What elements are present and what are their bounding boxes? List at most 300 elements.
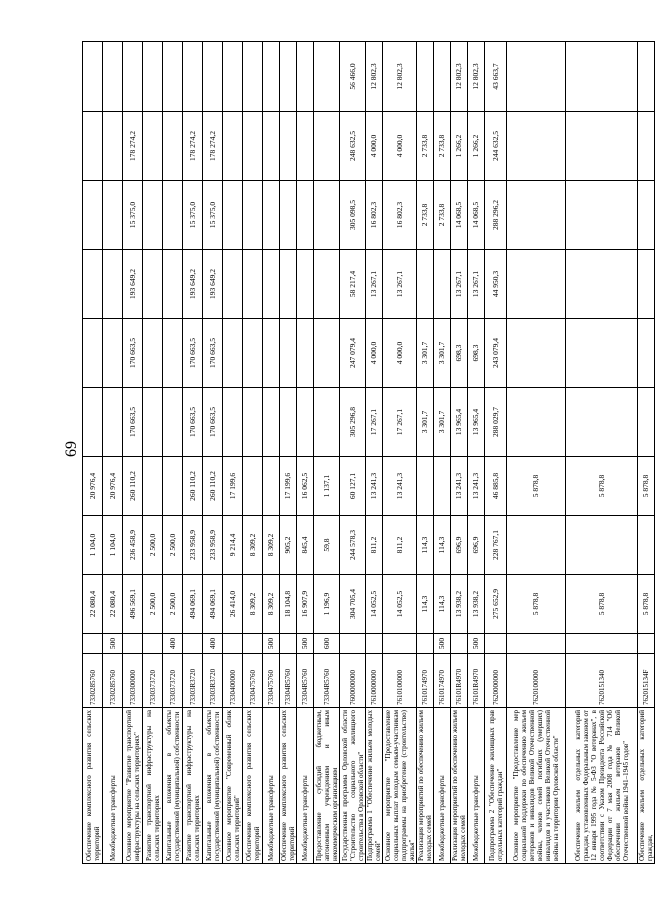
cell-kvr: [243, 634, 263, 654]
cell-total-2023: 288 029,7: [485, 388, 507, 457]
cell-kvr: 500: [468, 634, 485, 654]
table-row: [417, 42, 434, 864]
cell-federal-2024: [163, 42, 183, 112]
cell-regional-2022: 845,4: [297, 516, 314, 575]
cell-federal-2022: 17 199,6: [223, 457, 243, 516]
cell-federal-2022: 5 878,8: [566, 457, 638, 516]
cell-total-2023: [163, 388, 183, 457]
cell-regional-2023: 4 000,0: [383, 319, 417, 388]
cell-federal-2024: 12 802,3: [451, 42, 468, 112]
cell-code: 7330373720: [163, 654, 183, 708]
cell-total-2022: 14 052,5: [366, 575, 383, 634]
cell-federal-2022: 260 110,2: [203, 457, 223, 516]
table-row: [383, 42, 417, 864]
cell-regional-2024: 4 000,0: [383, 112, 417, 181]
table-row: [468, 42, 485, 864]
cell-federal-2023: 13 267,1: [468, 250, 485, 319]
cell-regional-2024: [263, 112, 280, 181]
cell-total-2024: 288 296,2: [485, 181, 507, 250]
cell-total-2023: [103, 388, 123, 457]
cell-name: Межбюджетные трансферты: [297, 708, 314, 864]
cell-federal-2023: [507, 250, 566, 319]
cell-total-2024: [243, 181, 263, 250]
cell-code: 7330285760: [83, 654, 103, 708]
cell-federal-2023: [638, 250, 655, 319]
cell-federal-2023: [417, 250, 434, 319]
cell-code: 73304R5760: [280, 654, 297, 708]
cell-federal-2023: [103, 250, 123, 319]
cell-total-2022: 494 069,1: [183, 575, 203, 634]
table-row: [223, 42, 243, 864]
cell-federal-2024: [314, 42, 340, 112]
cell-name: Основное мероприятие "Развитие транспортной инфраструктуры на сельских территориях": [123, 708, 143, 864]
cell-federal-2022: 260 110,2: [183, 457, 203, 516]
cell-federal-2023: [297, 250, 314, 319]
cell-total-2022: 275 652,9: [485, 575, 507, 634]
table-row: [507, 42, 566, 864]
cell-federal-2022: 260 110,2: [123, 457, 143, 516]
cell-kvr: 600: [314, 634, 340, 654]
cell-total-2023: [314, 388, 340, 457]
cell-regional-2024: [83, 112, 103, 181]
cell-federal-2024: [263, 42, 280, 112]
cell-regional-2022: 696,9: [468, 516, 485, 575]
cell-code: 7330475760: [263, 654, 280, 708]
cell-total-2022: 5 878,8: [566, 575, 638, 634]
cell-kvr: 500: [297, 634, 314, 654]
cell-regional-2022: 236 458,9: [123, 516, 143, 575]
cell-kvr: [417, 634, 434, 654]
cell-regional-2024: 178 274,2: [203, 112, 223, 181]
cell-total-2023: [280, 388, 297, 457]
cell-regional-2024: 244 632,5: [485, 112, 507, 181]
cell-regional-2024: 2 733,8: [434, 112, 451, 181]
cell-federal-2024: [417, 42, 434, 112]
cell-regional-2024: [163, 112, 183, 181]
cell-regional-2024: [566, 112, 638, 181]
cell-total-2024: [263, 181, 280, 250]
cell-federal-2022: 13 241,3: [366, 457, 383, 516]
cell-name: Обеспечение комплексного развития сельских территорий: [243, 708, 263, 864]
cell-regional-2022: 1 104,0: [103, 516, 123, 575]
cell-regional-2023: 170 663,5: [183, 319, 203, 388]
cell-total-2023: 3 301,7: [417, 388, 434, 457]
cell-total-2024: [507, 181, 566, 250]
cell-name: Основное мероприятие "Предоставление социальных выплат молодым семьям-участникам подпрограммы на приобретение (строительство) жилья": [383, 708, 417, 864]
cell-name: Развитие транспортной инфраструктуры на сельских территориях: [143, 708, 163, 864]
cell-federal-2024: [203, 42, 223, 112]
cell-total-2022: 1 196,9: [314, 575, 340, 634]
cell-total-2023: [263, 388, 280, 457]
cell-total-2024: [103, 181, 123, 250]
cell-total-2024: 2 733,8: [417, 181, 434, 250]
cell-regional-2022: 8 309,2: [243, 516, 263, 575]
cell-federal-2022: 13 241,3: [383, 457, 417, 516]
cell-total-2022: 18 104,8: [280, 575, 297, 634]
cell-regional-2022: 8 309,2: [263, 516, 280, 575]
cell-total-2024: [314, 181, 340, 250]
cell-name: Развитие транспортной инфраструктуры на сельских территориях: [183, 708, 203, 864]
cell-regional-2024: 1 266,2: [468, 112, 485, 181]
cell-kvr: [485, 634, 507, 654]
cell-total-2022: 13 938,2: [451, 575, 468, 634]
cell-regional-2023: [566, 319, 638, 388]
cell-total-2024: [143, 181, 163, 250]
cell-kvr: [183, 634, 203, 654]
cell-regional-2024: 1 266,2: [451, 112, 468, 181]
cell-regional-2023: [223, 319, 243, 388]
cell-regional-2023: [314, 319, 340, 388]
cell-total-2024: [297, 181, 314, 250]
cell-kvr: [123, 634, 143, 654]
cell-total-2022: 22 080,4: [83, 575, 103, 634]
cell-federal-2023: 193 649,2: [123, 250, 143, 319]
cell-federal-2023: 58 217,4: [340, 250, 366, 319]
cell-regional-2023: [243, 319, 263, 388]
cell-total-2023: [223, 388, 243, 457]
cell-federal-2023: [163, 250, 183, 319]
cell-code: 73304R5760: [314, 654, 340, 708]
cell-total-2022: 496 569,1: [123, 575, 143, 634]
cell-name: Государственная программа Орловской области "Строительство социального жилищного строительства в Орловской области": [340, 708, 366, 864]
cell-total-2022: 114,3: [434, 575, 451, 634]
cell-name: Реализация мероприятий по обеспечению жильем молодых семей: [417, 708, 434, 864]
cell-code: 7610174970: [434, 654, 451, 708]
cell-total-2022: 494 069,1: [203, 575, 223, 634]
cell-federal-2024: [143, 42, 163, 112]
cell-federal-2024: [183, 42, 203, 112]
cell-regional-2022: 114,3: [417, 516, 434, 575]
cell-code: 76101R4970: [451, 654, 468, 708]
table-row: [485, 42, 507, 864]
cell-federal-2023: [280, 250, 297, 319]
cell-regional-2022: 9 214,4: [223, 516, 243, 575]
table-row: [451, 42, 468, 864]
cell-total-2024: [566, 181, 638, 250]
cell-regional-2022: 59,8: [314, 516, 340, 575]
budget-table: [82, 41, 655, 864]
cell-code: 73304R5760: [297, 654, 314, 708]
cell-code: 7330373720: [143, 654, 163, 708]
cell-total-2024: 15 375,0: [203, 181, 223, 250]
cell-name: Межбюджетные трансферты: [103, 708, 123, 864]
cell-total-2024: 14 068,5: [468, 181, 485, 250]
cell-regional-2022: 2 500,0: [143, 516, 163, 575]
cell-code: 7620000000: [485, 654, 507, 708]
cell-federal-2023: 193 649,2: [203, 250, 223, 319]
table-body: [83, 42, 655, 864]
cell-kvr: [451, 634, 468, 654]
cell-regional-2023: [143, 319, 163, 388]
cell-regional-2024: 2 733,8: [417, 112, 434, 181]
cell-federal-2022: [163, 457, 183, 516]
cell-federal-2022: 60 127,1: [340, 457, 366, 516]
cell-regional-2024: [314, 112, 340, 181]
cell-total-2023: [243, 388, 263, 457]
cell-federal-2022: 46 885,8: [485, 457, 507, 516]
cell-name: Капитальные вложения в объекты государственной (муниципальной) собственности: [163, 708, 183, 864]
cell-kvr: [83, 634, 103, 654]
cell-regional-2023: 698,3: [451, 319, 468, 388]
cell-total-2023: 13 965,4: [468, 388, 485, 457]
cell-regional-2024: 4 000,0: [366, 112, 383, 181]
cell-federal-2022: 20 976,4: [83, 457, 103, 516]
cell-code: 7620100000: [507, 654, 566, 708]
cell-name: Реализация мероприятий по обеспечению жильем молодых семей: [451, 708, 468, 864]
cell-federal-2024: [280, 42, 297, 112]
cell-total-2023: 170 663,5: [123, 388, 143, 457]
cell-kvr: [223, 634, 243, 654]
cell-name: Основное мероприятие "Предоставление мер социальной поддержки по обеспечению жильем ветеранов и инвалидов Великой Отечественной войны, членов семей погибших (умерших) инвалидов и участников Великой Отечественной войны на территории Орловской области": [507, 708, 566, 864]
table-row: [183, 42, 203, 864]
cell-regional-2023: 247 079,4: [340, 319, 366, 388]
cell-kvr: 500: [434, 634, 451, 654]
cell-federal-2023: [566, 250, 638, 319]
cell-regional-2024: 248 632,5: [340, 112, 366, 181]
cell-regional-2022: 114,3: [434, 516, 451, 575]
cell-total-2024: [83, 181, 103, 250]
cell-federal-2023: 193 649,2: [183, 250, 203, 319]
cell-total-2023: [83, 388, 103, 457]
cell-federal-2023: 13 267,1: [366, 250, 383, 319]
cell-total-2024: [638, 181, 655, 250]
cell-total-2022: 304 705,4: [340, 575, 366, 634]
cell-federal-2024: [434, 42, 451, 112]
cell-federal-2024: 12 802,3: [366, 42, 383, 112]
cell-code: 7610100000: [383, 654, 417, 708]
cell-federal-2024: 43 663,7: [485, 42, 507, 112]
cell-kvr: 500: [263, 634, 280, 654]
cell-total-2022: 114,3: [417, 575, 434, 634]
table-row: [143, 42, 163, 864]
cell-total-2023: 17 267,1: [366, 388, 383, 457]
cell-total-2022: 22 080,4: [103, 575, 123, 634]
cell-federal-2024: [123, 42, 143, 112]
cell-total-2024: 15 375,0: [183, 181, 203, 250]
cell-regional-2024: 178 274,2: [123, 112, 143, 181]
cell-code: 73303R3720: [183, 654, 203, 708]
cell-total-2022: 8 309,2: [263, 575, 280, 634]
cell-regional-2023: 3 301,7: [417, 319, 434, 388]
cell-federal-2022: [417, 457, 434, 516]
cell-federal-2022: [143, 457, 163, 516]
cell-regional-2023: [280, 319, 297, 388]
cell-code: 7330285760: [103, 654, 123, 708]
cell-code: 762015134F: [638, 654, 655, 708]
cell-regional-2024: [143, 112, 163, 181]
cell-federal-2022: 20 976,4: [103, 457, 123, 516]
cell-total-2024: 14 068,5: [451, 181, 468, 250]
cell-code: 7610000000: [366, 654, 383, 708]
cell-total-2022: 16 907,9: [297, 575, 314, 634]
cell-federal-2023: [263, 250, 280, 319]
cell-federal-2024: [638, 42, 655, 112]
cell-name: Межбюджетные трансферты: [434, 708, 451, 864]
cell-total-2022: 2 500,0: [163, 575, 183, 634]
cell-code: 7330300000: [123, 654, 143, 708]
cell-federal-2024: [297, 42, 314, 112]
cell-name: Межбюджетные трансферты: [468, 708, 485, 864]
cell-code: 7600000000: [340, 654, 366, 708]
cell-federal-2022: 5 878,8: [638, 457, 655, 516]
cell-regional-2022: 233 958,9: [203, 516, 223, 575]
cell-regional-2022: 233 958,9: [183, 516, 203, 575]
cell-total-2024: 15 375,0: [123, 181, 143, 250]
table-row: [280, 42, 297, 864]
cell-federal-2022: 13 241,3: [451, 457, 468, 516]
cell-name: Предоставление субсидий бюджетным, автономным учреждениям и иным некоммерческим организациям: [314, 708, 340, 864]
cell-name: Капитальные вложения в объекты государственной (муниципальной) собственности: [203, 708, 223, 864]
cell-regional-2024: 178 274,2: [183, 112, 203, 181]
cell-federal-2024: [83, 42, 103, 112]
cell-total-2022: 5 878,8: [507, 575, 566, 634]
cell-regional-2024: [297, 112, 314, 181]
cell-federal-2022: 17 199,6: [280, 457, 297, 516]
cell-total-2024: [280, 181, 297, 250]
cell-regional-2023: 3 301,7: [434, 319, 451, 388]
cell-federal-2023: 13 267,1: [383, 250, 417, 319]
cell-total-2023: 305 296,8: [340, 388, 366, 457]
cell-federal-2024: [566, 42, 638, 112]
rotated-page-content: [82, 42, 654, 864]
cell-regional-2022: [638, 516, 655, 575]
table-row: [638, 42, 655, 864]
cell-federal-2023: [434, 250, 451, 319]
cell-regional-2022: 811,2: [383, 516, 417, 575]
cell-regional-2022: 1 104,0: [83, 516, 103, 575]
cell-name: Подпрограмма 1 "Обеспечение жильем молодых семей": [366, 708, 383, 864]
cell-kvr: [143, 634, 163, 654]
cell-kvr: [366, 634, 383, 654]
cell-federal-2024: [243, 42, 263, 112]
cell-regional-2023: 170 663,5: [203, 319, 223, 388]
table-row: [314, 42, 340, 864]
cell-kvr: [280, 634, 297, 654]
table-row: [243, 42, 263, 864]
cell-regional-2023: 170 663,5: [123, 319, 143, 388]
cell-total-2024: 2 733,8: [434, 181, 451, 250]
cell-regional-2023: [263, 319, 280, 388]
cell-kvr: [638, 634, 655, 654]
cell-regional-2023: 698,3: [468, 319, 485, 388]
cell-total-2023: 3 301,7: [434, 388, 451, 457]
cell-total-2024: [223, 181, 243, 250]
cell-federal-2023: 44 950,3: [485, 250, 507, 319]
cell-total-2022: 26 414,0: [223, 575, 243, 634]
cell-federal-2022: 13 241,3: [468, 457, 485, 516]
cell-total-2023: [507, 388, 566, 457]
cell-regional-2023: [83, 319, 103, 388]
cell-total-2023: [297, 388, 314, 457]
cell-regional-2022: 2 500,0: [163, 516, 183, 575]
cell-federal-2022: [243, 457, 263, 516]
cell-federal-2024: [223, 42, 243, 112]
cell-name: Основное мероприятие "Современный облик сельских территорий": [223, 708, 243, 864]
cell-federal-2022: 5 878,8: [507, 457, 566, 516]
cell-total-2023: [566, 388, 638, 457]
cell-federal-2022: [434, 457, 451, 516]
cell-kvr: 400: [203, 634, 223, 654]
cell-regional-2024: [103, 112, 123, 181]
cell-regional-2024: [507, 112, 566, 181]
cell-regional-2024: [280, 112, 297, 181]
cell-regional-2023: [297, 319, 314, 388]
cell-federal-2023: [243, 250, 263, 319]
table-row: [566, 42, 638, 864]
cell-federal-2023: [314, 250, 340, 319]
cell-regional-2022: 228 767,1: [485, 516, 507, 575]
cell-total-2022: 14 052,5: [383, 575, 417, 634]
cell-regional-2023: [507, 319, 566, 388]
cell-total-2023: 17 267,1: [383, 388, 417, 457]
cell-total-2022: 8 309,2: [243, 575, 263, 634]
cell-federal-2023: [143, 250, 163, 319]
table-row: [203, 42, 223, 864]
cell-regional-2024: [638, 112, 655, 181]
cell-code: 7330475760: [243, 654, 263, 708]
table-row: [434, 42, 451, 864]
cell-regional-2023: [103, 319, 123, 388]
cell-regional-2022: 905,2: [280, 516, 297, 575]
cell-federal-2023: [83, 250, 103, 319]
cell-regional-2023: 243 079,4: [485, 319, 507, 388]
table-row: [103, 42, 123, 864]
cell-regional-2022: [507, 516, 566, 575]
cell-federal-2024: 12 802,3: [468, 42, 485, 112]
cell-total-2024: 16 802,3: [366, 181, 383, 250]
table-row: [83, 42, 103, 864]
cell-kvr: 400: [163, 634, 183, 654]
cell-federal-2022: [263, 457, 280, 516]
cell-total-2023: [143, 388, 163, 457]
cell-regional-2023: [638, 319, 655, 388]
table-row: [297, 42, 314, 864]
cell-total-2023: 170 663,5: [183, 388, 203, 457]
cell-regional-2023: 4 000,0: [366, 319, 383, 388]
cell-total-2022: 5 878,8: [638, 575, 655, 634]
cell-total-2023: [638, 388, 655, 457]
cell-regional-2024: [223, 112, 243, 181]
cell-total-2022: 13 938,2: [468, 575, 485, 634]
table-row: [263, 42, 280, 864]
table-row: [366, 42, 383, 864]
cell-total-2023: 170 663,5: [203, 388, 223, 457]
cell-regional-2022: [566, 516, 638, 575]
cell-federal-2022: 16 062,5: [297, 457, 314, 516]
cell-federal-2024: 12 802,3: [383, 42, 417, 112]
cell-total-2023: 13 965,4: [451, 388, 468, 457]
cell-federal-2023: [223, 250, 243, 319]
cell-regional-2022: 244 578,3: [340, 516, 366, 575]
cell-code: 7330400000: [223, 654, 243, 708]
cell-regional-2022: 696,9: [451, 516, 468, 575]
cell-code: 7610174970: [417, 654, 434, 708]
cell-total-2022: 2 500,0: [143, 575, 163, 634]
cell-name: Обеспечение жильем отдельных категорий граждан,: [638, 708, 655, 864]
cell-regional-2023: [163, 319, 183, 388]
cell-code: 7620151340: [566, 654, 638, 708]
cell-name: Межбюджетные трансферты: [263, 708, 280, 864]
cell-federal-2024: [507, 42, 566, 112]
cell-regional-2022: 811,2: [366, 516, 383, 575]
cell-kvr: 500: [103, 634, 123, 654]
cell-name: Обеспечение жильем отдельных категорий граждан, установленных Федеральным законом от 12 января 1995 года № 5-ФЗ "О ветеранах", в соответствии с Указом Президента Российской Федерации от 7 мая 2008 года № 714 "Об обеспечении жильем ветеранов Великой Отечественной войны 1941–1945 годов": [566, 708, 638, 864]
cell-regional-2024: [243, 112, 263, 181]
cell-federal-2023: 13 267,1: [451, 250, 468, 319]
cell-kvr: [383, 634, 417, 654]
cell-federal-2022: 1 137,1: [314, 457, 340, 516]
cell-kvr: [340, 634, 366, 654]
